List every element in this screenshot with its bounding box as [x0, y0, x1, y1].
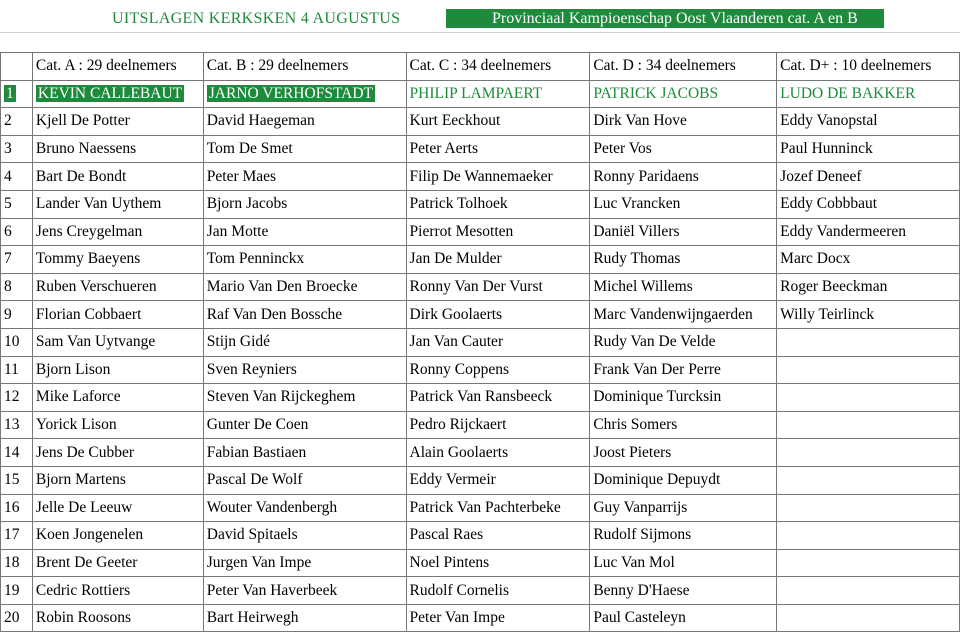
- name-cell: Florian Cobbaert: [32, 301, 203, 329]
- name-cell: Pedro Rijckaert: [406, 411, 590, 439]
- name-cell: Patrick Tolhoek: [406, 190, 590, 218]
- name-cell: Marc Vandenwijngaerden: [590, 301, 777, 329]
- name-cell: Peter Vos: [590, 135, 777, 163]
- rank-cell: 20: [1, 604, 33, 632]
- rank-cell: 17: [1, 522, 33, 550]
- table-row: [1, 190, 960, 218]
- name-cell: Jan Van Cauter: [406, 328, 590, 356]
- name-cell: [777, 328, 960, 356]
- name-cell: Daniël Villers: [590, 218, 777, 246]
- name-cell: Bjorn Jacobs: [203, 190, 406, 218]
- name-cell: Rudy Van De Velde: [590, 328, 777, 356]
- rank-cell: 2: [1, 108, 33, 136]
- name-cell: Tommy Baeyens: [32, 246, 203, 274]
- name-cell: Pierrot Mesotten: [406, 218, 590, 246]
- name-cell: Tom De Smet: [203, 135, 406, 163]
- winner-cell: PHILIP LAMPAERT: [406, 80, 590, 108]
- name-cell: Dominique Depuydt: [590, 466, 777, 494]
- name-cell: Roger Beeckman: [777, 273, 960, 301]
- name-cell: Robin Roosons: [32, 604, 203, 632]
- name-cell: Eddy Cobbbaut: [777, 190, 960, 218]
- name-cell: Tom Penninckx: [203, 246, 406, 274]
- name-cell: Ronny Coppens: [406, 356, 590, 384]
- name-cell: Joost Pieters: [590, 439, 777, 467]
- page-header: [0, 8, 960, 30]
- name-cell: Guy Vanparrijs: [590, 494, 777, 522]
- table-row: [1, 522, 960, 550]
- name-cell: Eddy Vanopstal: [777, 108, 960, 136]
- name-cell: Willy Teirlinck: [777, 301, 960, 329]
- name-cell: Steven Van Rijckeghem: [203, 384, 406, 412]
- rank-cell: 3: [1, 135, 33, 163]
- name-cell: Jozef Deneef: [777, 163, 960, 191]
- table-row: [1, 246, 960, 274]
- rank-cell: 18: [1, 549, 33, 577]
- name-cell: [777, 384, 960, 412]
- table-row: [1, 273, 960, 301]
- table-row: [1, 494, 960, 522]
- table-row: [1, 163, 960, 191]
- name-cell: Paul Hunninck: [777, 135, 960, 163]
- name-cell: Bjorn Lison: [32, 356, 203, 384]
- name-cell: Pascal De Wolf: [203, 466, 406, 494]
- header-divider: [0, 32, 960, 33]
- rank-cell: 6: [1, 218, 33, 246]
- name-cell: Peter Van Impe: [406, 604, 590, 632]
- winner-highlight: KEVIN CALLEBAUT: [37, 84, 183, 102]
- name-cell: Benny D'Haese: [590, 577, 777, 605]
- name-cell: Dirk Van Hove: [590, 108, 777, 136]
- name-cell: Jan De Mulder: [406, 246, 590, 274]
- name-cell: Koen Jongenelen: [32, 522, 203, 550]
- results-title: UITSLAGEN KERKSKEN 4 AUGUSTUS: [112, 10, 401, 27]
- name-cell: [777, 522, 960, 550]
- name-cell: [777, 466, 960, 494]
- name-cell: Dirk Goolaerts: [406, 301, 590, 329]
- rank-cell: 8: [1, 273, 33, 301]
- rank-cell: 16: [1, 494, 33, 522]
- rank-cell: 19: [1, 577, 33, 605]
- name-cell: Rudolf Cornelis: [406, 577, 590, 605]
- name-cell: Rudolf Sijmons: [590, 522, 777, 550]
- table-row: [1, 604, 960, 632]
- column-header: Cat. C : 34 deelnemers: [406, 53, 590, 81]
- rank-highlight: 1: [6, 84, 14, 102]
- rank-cell: 15: [1, 466, 33, 494]
- table-row: [1, 301, 960, 329]
- name-cell: Sam Van Uytvange: [32, 328, 203, 356]
- name-cell: Alain Goolaerts: [406, 439, 590, 467]
- name-cell: Yorick Lison: [32, 411, 203, 439]
- table-row: [1, 135, 960, 163]
- name-cell: Wouter Vandenbergh: [203, 494, 406, 522]
- name-cell: David Haegeman: [203, 108, 406, 136]
- name-cell: Ronny Van Der Vurst: [406, 273, 590, 301]
- table-row: [1, 466, 960, 494]
- rank-cell: 7: [1, 246, 33, 274]
- name-cell: Peter Van Haverbeek: [203, 577, 406, 605]
- championship-banner: Provinciaal Kampioenschap Oost Vlaanderen cat. A en B: [446, 9, 884, 28]
- name-cell: Raf Van Den Bossche: [203, 301, 406, 329]
- name-cell: Peter Maes: [203, 163, 406, 191]
- name-cell: Jens De Cubber: [32, 439, 203, 467]
- name-cell: [777, 411, 960, 439]
- rank-cell: 14: [1, 439, 33, 467]
- name-cell: Chris Somers: [590, 411, 777, 439]
- name-cell: Frank Van Der Perre: [590, 356, 777, 384]
- column-header: Cat. D : 34 deelnemers: [590, 53, 777, 81]
- table-row: [1, 384, 960, 412]
- name-cell: Stijn Gidé: [203, 328, 406, 356]
- winner-cell: [32, 80, 203, 108]
- name-cell: Patrick Van Ransbeeck: [406, 384, 590, 412]
- name-cell: Bart De Bondt: [32, 163, 203, 191]
- rank-cell: 12: [1, 384, 33, 412]
- name-cell: Dominique Turcksin: [590, 384, 777, 412]
- name-cell: Jan Motte: [203, 218, 406, 246]
- name-cell: Kjell De Potter: [32, 108, 203, 136]
- table-row: [1, 108, 960, 136]
- rank-cell: 10: [1, 328, 33, 356]
- name-cell: Brent De Geeter: [32, 549, 203, 577]
- column-header: Cat. B : 29 deelnemers: [203, 53, 406, 81]
- name-cell: Michel Willems: [590, 273, 777, 301]
- name-cell: [777, 494, 960, 522]
- name-cell: Filip De Wannemaeker: [406, 163, 590, 191]
- table-row: [1, 549, 960, 577]
- table-row: [1, 218, 960, 246]
- name-cell: Noel Pintens: [406, 549, 590, 577]
- rank-cell: 9: [1, 301, 33, 329]
- table-row: [1, 577, 960, 605]
- name-cell: Eddy Vandermeeren: [777, 218, 960, 246]
- rank-cell: [1, 80, 33, 108]
- name-cell: Peter Aerts: [406, 135, 590, 163]
- name-cell: [777, 356, 960, 384]
- table-row: [1, 328, 960, 356]
- column-header: Cat. A : 29 deelnemers: [32, 53, 203, 81]
- name-cell: Rudy Thomas: [590, 246, 777, 274]
- winner-highlight: JARNO VERHOFSTADT: [208, 84, 374, 102]
- table-row: [1, 411, 960, 439]
- column-header: [1, 53, 33, 81]
- table-row: [1, 439, 960, 467]
- name-cell: Jurgen Van Impe: [203, 549, 406, 577]
- name-cell: Lander Van Uythem: [32, 190, 203, 218]
- name-cell: Luc Vrancken: [590, 190, 777, 218]
- name-cell: Cedric Rottiers: [32, 577, 203, 605]
- name-cell: Ronny Paridaens: [590, 163, 777, 191]
- name-cell: Patrick Van Pachterbeke: [406, 494, 590, 522]
- table-row: [1, 80, 960, 108]
- name-cell: Mike Laforce: [32, 384, 203, 412]
- name-cell: Marc Docx: [777, 246, 960, 274]
- name-cell: Luc Van Mol: [590, 549, 777, 577]
- rank-cell: 11: [1, 356, 33, 384]
- winner-cell: [203, 80, 406, 108]
- name-cell: Ruben Verschueren: [32, 273, 203, 301]
- name-cell: Jens Creygelman: [32, 218, 203, 246]
- name-cell: [777, 439, 960, 467]
- name-cell: Fabian Bastiaen: [203, 439, 406, 467]
- name-cell: Paul Casteleyn: [590, 604, 777, 632]
- name-cell: Pascal Raes: [406, 522, 590, 550]
- rank-cell: 5: [1, 190, 33, 218]
- name-cell: Bjorn Martens: [32, 466, 203, 494]
- column-header: Cat. D+ : 10 deelnemers: [777, 53, 960, 81]
- name-cell: Bruno Naessens: [32, 135, 203, 163]
- table-row: [1, 356, 960, 384]
- table-header-row: [1, 53, 960, 81]
- name-cell: Kurt Eeckhout: [406, 108, 590, 136]
- name-cell: Bart Heirwegh: [203, 604, 406, 632]
- winner-cell: PATRICK JACOBS: [590, 80, 777, 108]
- rank-cell: 4: [1, 163, 33, 191]
- name-cell: [777, 577, 960, 605]
- name-cell: David Spitaels: [203, 522, 406, 550]
- name-cell: Gunter De Coen: [203, 411, 406, 439]
- name-cell: Sven Reyniers: [203, 356, 406, 384]
- name-cell: [777, 549, 960, 577]
- rank-cell: 13: [1, 411, 33, 439]
- name-cell: [777, 604, 960, 632]
- name-cell: Jelle De Leeuw: [32, 494, 203, 522]
- winner-cell: LUDO DE BAKKER: [777, 80, 960, 108]
- name-cell: Eddy Vermeir: [406, 466, 590, 494]
- results-table: [0, 52, 960, 632]
- name-cell: Mario Van Den Broecke: [203, 273, 406, 301]
